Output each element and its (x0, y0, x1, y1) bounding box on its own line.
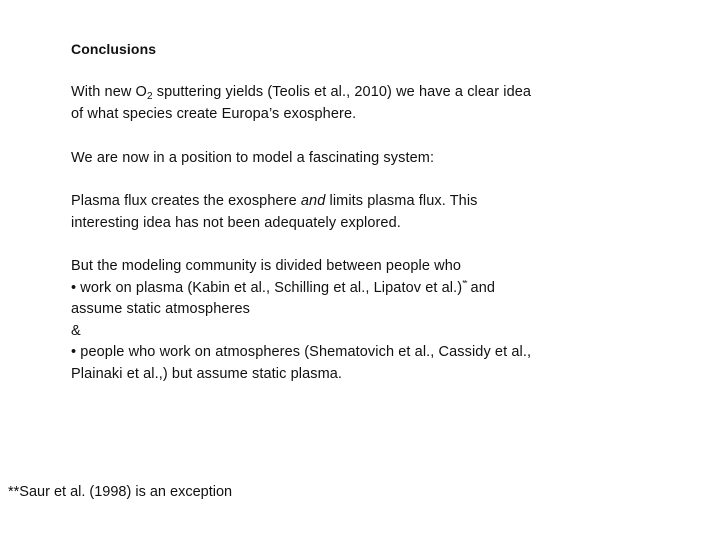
paragraph-line: But the modeling community is divided between people who (71, 258, 462, 274)
paragraph-line (71, 82, 631, 104)
paragraph-line (71, 191, 631, 213)
bullet-line (71, 278, 631, 300)
paragraph-sputtering-yields (71, 82, 631, 125)
text-run: sputtering yields (Teolis et al., 2010) we have a clear idea (152, 84, 532, 100)
text-run: and (466, 279, 496, 296)
text-run: • work on plasma (Kabin et al., Schilling et al., Lipatov et al.) (71, 279, 463, 296)
subscript-text: 2 (146, 91, 153, 102)
heading-text: Conclusions (71, 41, 157, 57)
paragraph-line: interesting idea has not been adequately explored. (71, 214, 401, 231)
paragraph-line: We are now in a position to model a fascinating system: (71, 150, 435, 166)
paragraph-line: Plainaki et al.,) but assume static plasma. (71, 365, 343, 382)
text-run: With new O (71, 84, 147, 100)
footnote (8, 483, 232, 501)
paragraph-plasma-flux (71, 191, 631, 234)
paragraph-line: assume static atmospheres (71, 301, 250, 317)
text-run: Plasma flux creates the exosphere (71, 193, 301, 209)
footnote-text: **Saur et al. (1998) is an exception (8, 484, 233, 500)
text-run: limits plasma flux. This (325, 193, 478, 209)
emphasis-text: and (300, 193, 326, 209)
paragraph-modeling-community (71, 256, 631, 385)
paragraph-model-system (71, 148, 631, 170)
paragraph-line: of what species create Europa’s exosphere. (71, 105, 357, 122)
bullet-line: • people who work on atmospheres (Shematovich et al., Cassidy et al., (71, 344, 532, 360)
superscript-text: ** (462, 278, 467, 288)
paragraph-line: & (71, 322, 81, 339)
slide-heading (71, 39, 631, 61)
